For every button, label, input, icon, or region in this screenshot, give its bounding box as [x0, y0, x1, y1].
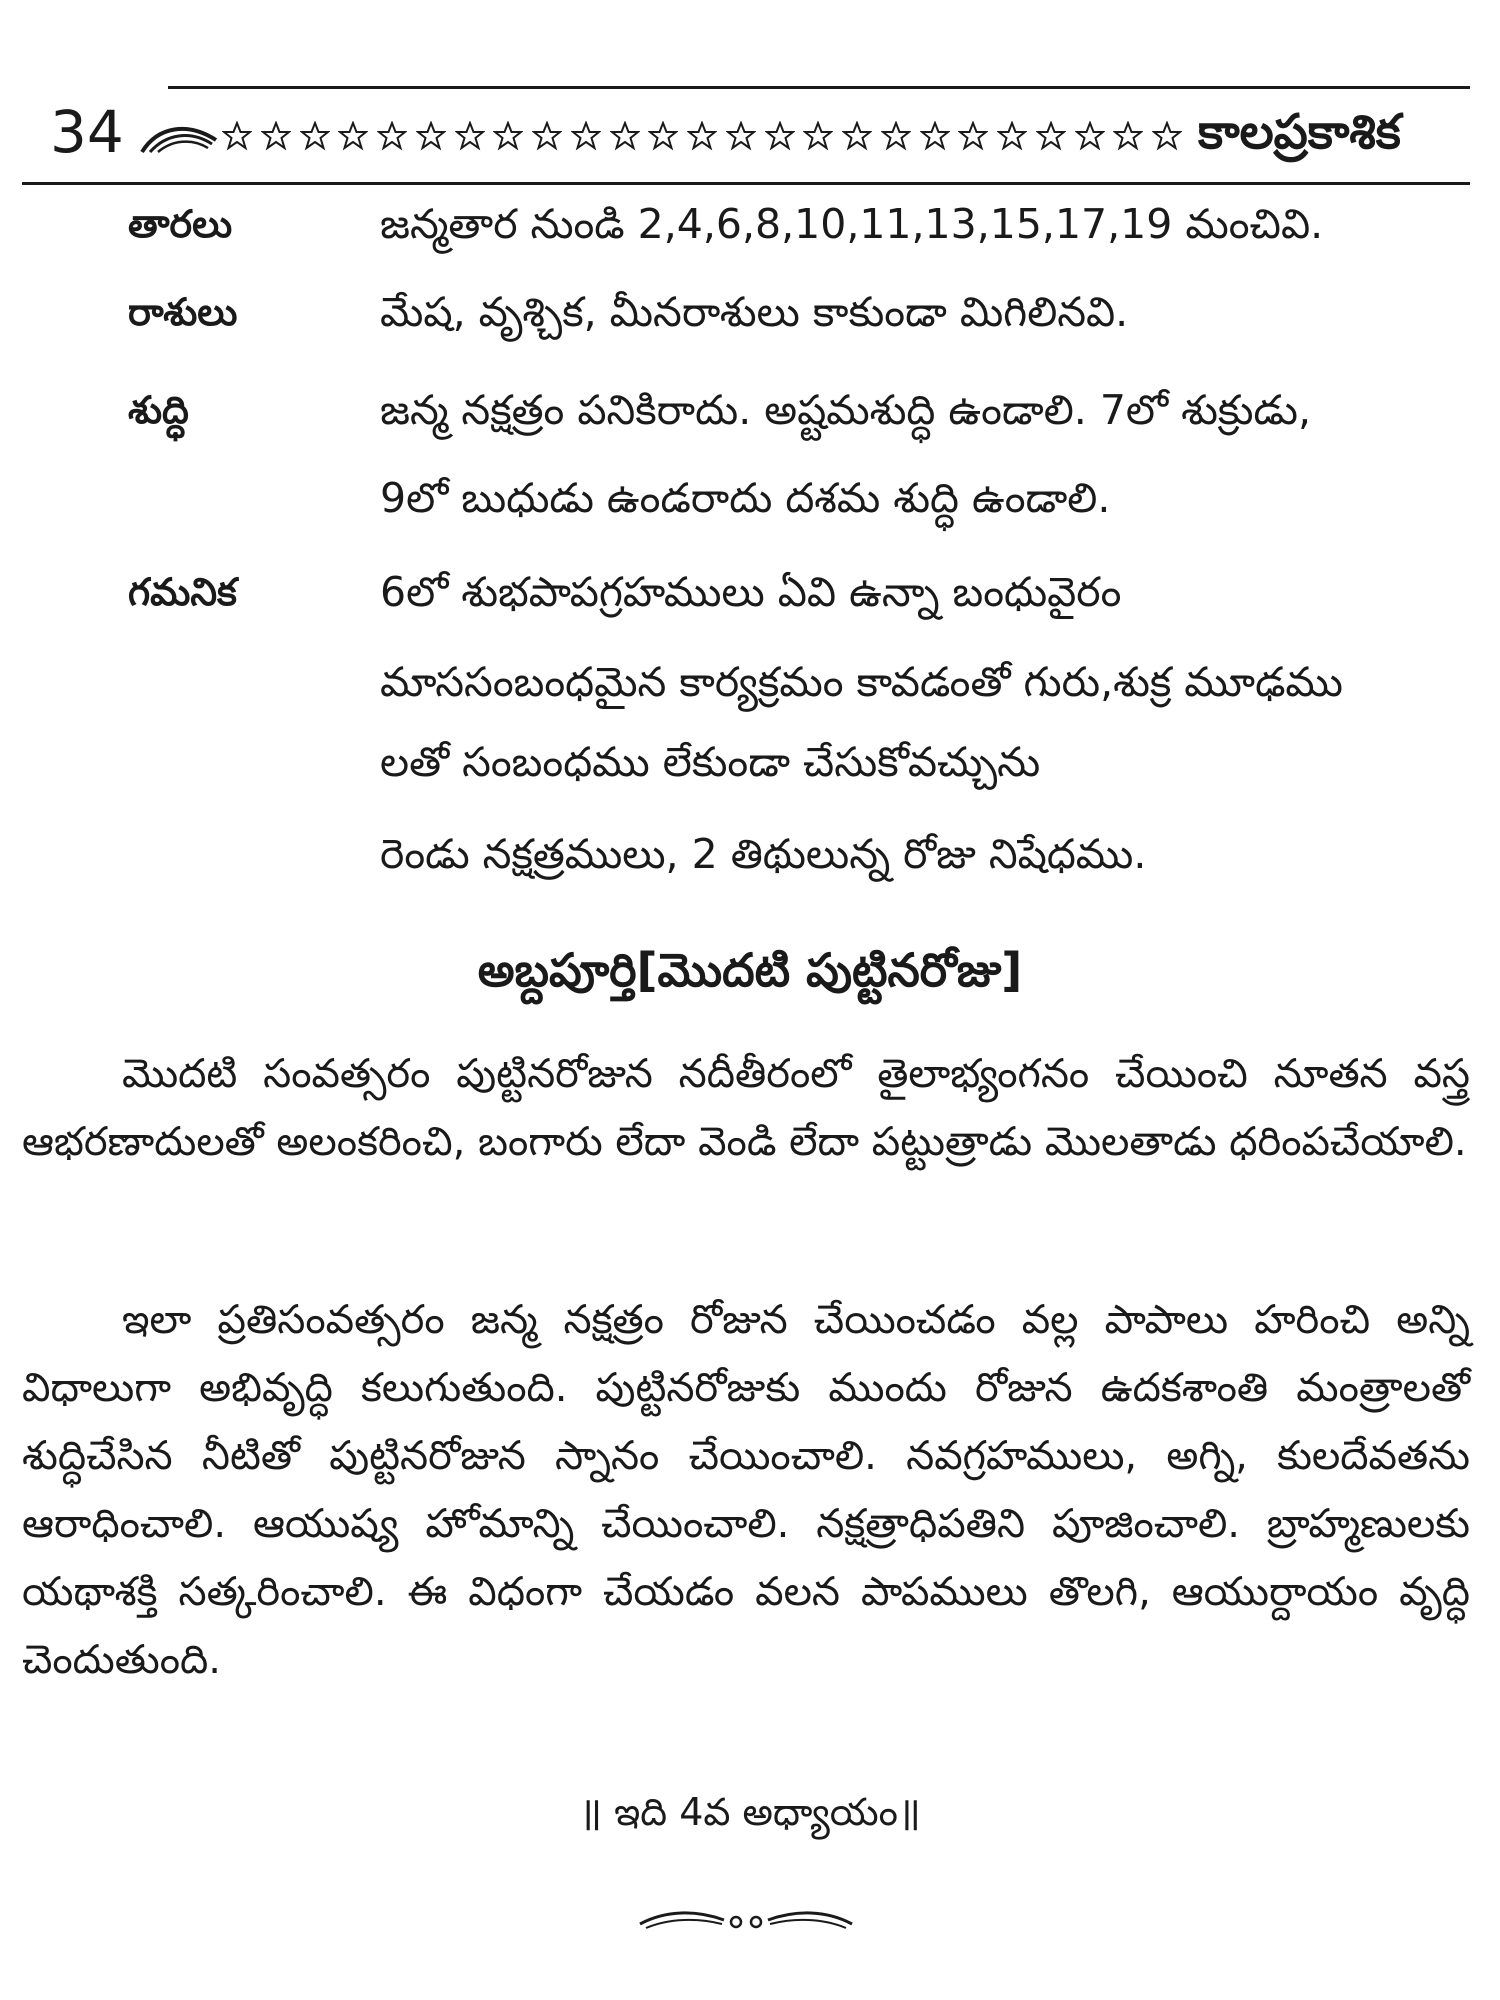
header-rule-top — [168, 86, 1470, 89]
star-icon — [338, 121, 368, 151]
star-icon — [222, 121, 252, 151]
book-title: కాలప్రకాశిక — [1198, 104, 1401, 160]
star-icon — [1075, 121, 1105, 151]
star-icon — [455, 121, 485, 151]
definition-term: శుద్ధి — [128, 388, 189, 432]
definition-term: గమనిక — [128, 570, 237, 614]
star-icon — [648, 121, 678, 151]
definition-text: మాససంబంధమైన కార్యక్రమం కావడంతో గురు,శుక్ర మూఢము — [380, 658, 1343, 706]
star-icon — [687, 121, 717, 151]
body-paragraph: మొదటి సంవత్సరం పుట్టినరోజున నదీతీరంలో తైలాభ్యంగనం చేయించి నూతన వస్త్ర ఆభరణాదులతో అలంకరించి, బంగారు లేదా వెండి లేదా పట్టుత్రాడు మొలతాడు ధరింపచేయాలి. — [22, 1051, 1470, 1165]
star-icon — [532, 121, 562, 151]
definition-text: మేష, వృశ్చిక, మీనరాశులు కాకుండా మిగిలినవి. — [380, 288, 1129, 336]
star-icon — [803, 121, 833, 151]
star-icon — [416, 121, 446, 151]
star-border — [222, 108, 1182, 164]
definition-text: 6లో శుభపాపగ్రహములు ఏవి ఉన్నా బంధువైరం — [380, 568, 1122, 616]
star-icon — [920, 121, 950, 151]
star-icon — [493, 121, 523, 151]
definition-text: రెండు నక్షత్రములు, 2 తిథులున్న రోజు నిషేధము. — [380, 830, 1147, 878]
star-icon — [765, 121, 795, 151]
swirl-ornament-icon — [140, 118, 218, 158]
star-icon — [377, 121, 407, 151]
star-icon — [726, 121, 756, 151]
body-paragraph: ఇలా ప్రతిసంవత్సరం జన్మ నక్షత్రం రోజున చేయించడం వల్ల పాపాలు హరించి అన్ని విధాలుగా అభివృద్ధి కలుగుతుంది. పుట్టినరోజుకు ముందు రోజున ఉదకశాంతి మంత్రాలతో శుద్ధిచేసిన నీటితో పుట్టినరోజున స్నానం చేయించాలి. నవగ్రహములు, అగ్ని, కులదేవతను ఆరాధించాలి. ఆయుష్య హోమాన్ని చేయించాలి. నక్షత్రాధిపతిని పూజించాలి. బ్రాహ్మణులకు యథాశక్తి సత్కరించాలి. ఈ విధంగా చేయడం వలన పాపములు తొలగి, ఆయుర్దాయం వృద్ధి చెందుతుంది. — [22, 1297, 1470, 1683]
header-rule-bottom — [22, 182, 1470, 185]
page-number: 34 — [50, 98, 124, 166]
definition-text: జన్మతార నుండి 2,4,6,8,10,11,13,15,17,19 మంచివి. — [380, 200, 1324, 248]
star-icon — [610, 121, 640, 151]
definition-term: రాశులు — [128, 290, 238, 334]
star-icon — [958, 121, 988, 151]
definition-text: జన్మ నక్షత్రం పనికిరాదు. అష్టమశుద్ధి ఉండాలి. 7లో శుక్రుడు, — [380, 386, 1312, 434]
star-icon — [300, 121, 330, 151]
definition-text: లతో సంబంధము లేకుండా చేసుకోవచ్చును — [380, 738, 1041, 786]
star-icon — [1152, 121, 1182, 151]
definition-text: 9లో బుధుడు ఉండరాదు దశమ శుద్ధి ఉండాలి. — [380, 474, 1111, 522]
star-icon — [842, 121, 872, 151]
star-icon — [571, 121, 601, 151]
star-icon — [997, 121, 1027, 151]
star-icon — [1113, 121, 1143, 151]
section-title: అబ్దపూర్తి[మొదటి పుట్టినరోజు] — [477, 943, 1023, 997]
star-icon — [881, 121, 911, 151]
chapter-end-marker: ॥ ఇది 4వ అధ్యాయం॥ — [579, 1790, 921, 1834]
end-flourish-icon — [636, 1900, 856, 1940]
star-icon — [261, 121, 291, 151]
definition-term: తారలు — [128, 202, 233, 246]
star-icon — [1036, 121, 1066, 151]
